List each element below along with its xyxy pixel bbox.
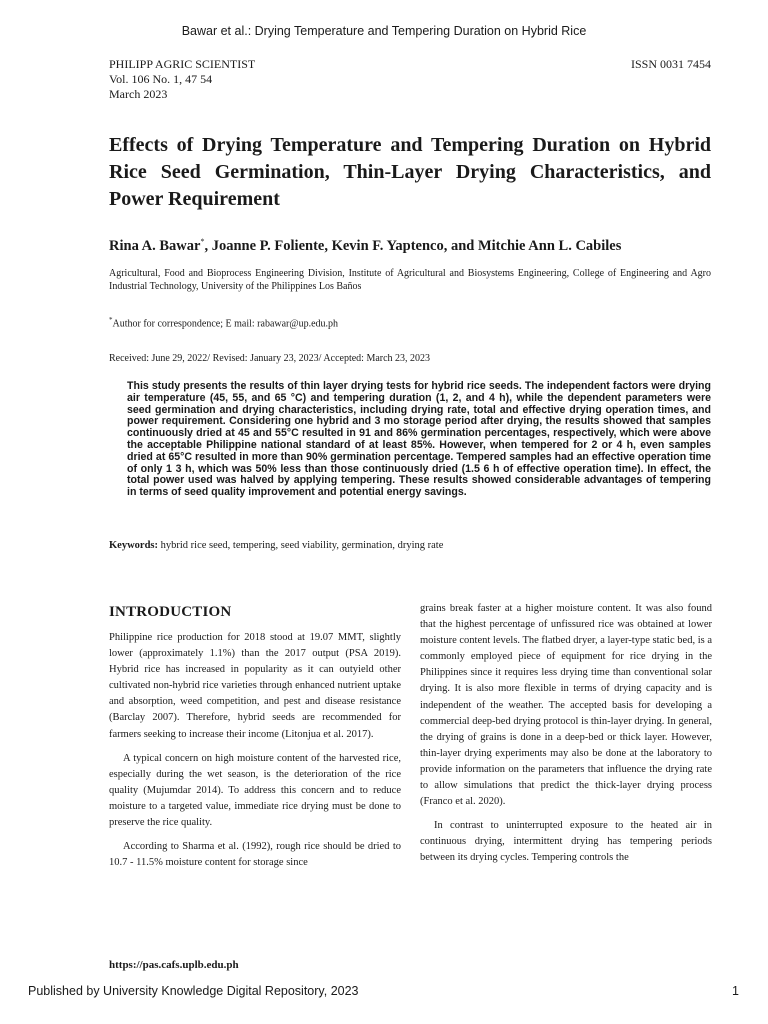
issn: ISSN 0031 7454 xyxy=(630,57,711,71)
journal-volume: Vol. 106 No. 1, 47 54 xyxy=(109,72,213,86)
keywords-text: hybrid rice seed, tempering, seed viability, germination, drying rate xyxy=(158,540,444,551)
paragraph: Philippine rice production for 2018 stood at 19.07 MMT, slightly lower (approximately 1.1%) than the 2017 output (PSA 2019). Hybrid rice has increased in popularity as it can outyield other cultivated non-hybrid rice varieties through enhanced nutrient uptake and absorption, weed competition, and pest and disease resistance (Barclay 2007). Therefore, hybrid seeds are recommended for farmers seeking to increase their income (Litonjua et al. 2017). xyxy=(109,632,401,740)
paragraph: In contrast to uninterrupted exposure to the heated air in continuous drying, intermittent drying has tempering periods between its drying cycles. Tempering controls the xyxy=(420,820,712,864)
paragraph: A typical concern on high moisture content of the harvested rice, especially during the wet season, is the deterioration of the rice quality (Mujumdar 2014). To address this concern and to reduce moisture to a targeted value, immediate rice drying must be done to preserve the rice quality. xyxy=(109,752,401,829)
journal-info xyxy=(109,57,255,102)
affiliation: Agricultural, Food and Bioprocess Engineering Division, Institute of Agricultural and Biosystems Engineering, College of Engineering and Agro Industrial Technology, University of the Philippines Los Baños xyxy=(109,268,711,292)
section-heading-introduction: INTRODUCTION xyxy=(109,604,232,620)
running-head: Bawar et al.: Drying Temperature and Tempering Duration on Hybrid Rice xyxy=(181,24,587,38)
keywords xyxy=(109,540,443,551)
page-number: 1 xyxy=(732,984,739,998)
journal-url[interactable]: https://pas.cafs.uplb.edu.ph xyxy=(109,959,239,971)
footer-publisher: Published by University Knowledge Digital Repository, 2023 xyxy=(28,984,359,998)
body-column-left xyxy=(109,630,401,879)
corresponding-mark: * xyxy=(200,237,205,246)
article-title: Effects of Drying Temperature and Tempering Duration on Hybrid Rice Seed Germination, Thin-Layer Drying Characteristics, and Power Requirement xyxy=(109,134,711,210)
abstract: This study presents the results of thin layer drying tests for hybrid rice seeds. The independent factors were drying air temperature (45, 55, and 65 °C) and tempering duration (1, 2, and 4 h), while the dependent parameters were seed germination and drying characteristics, including drying rate, total and effective drying operation times, and power requirement. Considering one hybrid and 3 mo storage period after drying, the results showed that samples continuously dried at 45 and 55°C resulted in 91 and 86% germination percentages, respectively, which were above the acceptable Philippine national standard of at least 85%. However, when tempered for 2 or 4 h, even samples dried at 65°C resulted in more than 90% germination percentage. Tempered samples had an effective operation time of only 1 3 h, which was 50% less than those continuously dried (1.5 6 h of effective operation time). In effect, the total power used was halved by applying tempering. These results showed considerable advantages of tempering in terms of seed quality improvement and potential energy savings. xyxy=(127,380,711,499)
correspondence-mark: * xyxy=(109,316,113,324)
correspondence-text: Author for correspondence; E mail: rabawar@up.edu.ph xyxy=(112,318,339,330)
keywords-label: Keywords: xyxy=(109,540,158,551)
corresponding-author: Rina A. Bawar xyxy=(109,237,201,254)
correspondence-note xyxy=(109,316,338,329)
journal-date: March 2023 xyxy=(109,87,168,101)
body-column-right xyxy=(420,601,712,875)
author-list xyxy=(109,237,621,255)
co-authors: , Joanne P. Foliente, Kevin F. Yaptenco, and Mitchie Ann L. Cabiles xyxy=(204,237,622,254)
paragraph: According to Sharma et al. (1992), rough rice should be dried to 10.7 - 11.5% moisture content for storage since xyxy=(109,841,401,869)
paragraph: grains break faster at a higher moisture content. It was also found that the highest percentage of unfissured rice was obtained at lower moisture content levels. The flatbed dryer, a layer-type static bed, is a commonly employed piece of equipment for rice drying in the Philippines since it requires less drying time than conventional solar drying. It is also more flexible in terms of drying capacity and is independent of the weather. The accepted basis for developing a commercial deep-bed drying protocol is thin-layer drying. In general, the drying of grains is done in a deep-bed or thick layer. However, thin-layer drying experiments may also be done at the laboratory to provide information on the parameters that influence the drying rate to allow simulations that predict the thick-layer drying process (Franco et al. 2020). xyxy=(420,603,712,808)
submission-dates: Received: June 29, 2022/ Revised: January 23, 2023/ Accepted: March 23, 2023 xyxy=(109,353,431,364)
journal-name: PHILIPP AGRIC SCIENTIST xyxy=(109,57,256,71)
